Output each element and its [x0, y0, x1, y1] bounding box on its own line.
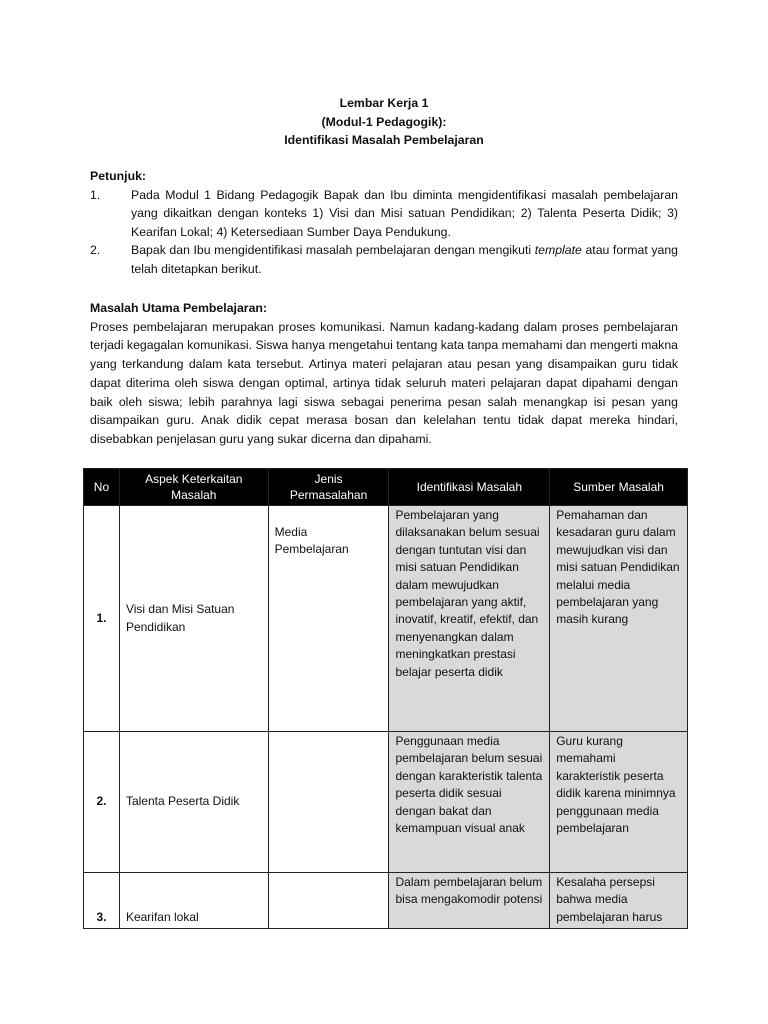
- header-sumber: Sumber Masalah: [550, 469, 688, 506]
- cell-aspek: Kearifan lokal: [119, 873, 268, 929]
- instruction-text-part: Bapak dan Ibu mengidentifikasi masalah pembelajaran dengan mengikuti: [131, 243, 535, 257]
- document-title: [0, 94, 768, 150]
- instruction-text: Pada Modul 1 Bidang Pedagogik Bapak dan Ibu diminta mengidentifikasi masalah pembelajaran yang dikaitkan dengan konteks 1) Visi dan Misi satuan Pendidikan; 2) Talenta Peserta Didik; 3) Kearifan Lokal; 4) Ketersediaan Sumber Daya Pendukung.: [131, 187, 678, 239]
- cell-identifikasi: Penggunaan media pembelajaran belum sesuai dengan karakteristik talenta peserta didik sesuai dengan bakat dan kemampuan visual anak: [389, 732, 550, 873]
- cell-no: 1.: [84, 506, 120, 732]
- cell-identifikasi: Dalam pembelajaran belum bisa mengakomodir potensi: [389, 873, 550, 929]
- header-no: No: [84, 469, 120, 506]
- cell-jenis: [268, 873, 389, 929]
- main-problem-heading: Masalah Utama Pembelajaran:: [90, 301, 268, 315]
- cell-aspek: Visi dan Misi Satuan Pendidikan: [119, 506, 268, 732]
- header-aspek: Aspek Keterkaitan Masalah: [119, 469, 268, 506]
- cell-identifikasi: Pembelajaran yang dilaksanakan belum sesuai dengan tuntutan visi dan misi satuan Pendidikan dalam mewujudkan pembelajaran yang aktif, inovatif, kreatif, efektif, dan menyenangkan dalam meningkatkan prestasi belajar peserta didik: [389, 506, 550, 732]
- instruction-number: 2.: [90, 243, 101, 257]
- table-header-row: [84, 469, 688, 506]
- header-identifikasi: Identifikasi Masalah: [389, 469, 550, 506]
- cell-sumber: Kesalaha persepsi bahwa media pembelajaran harus: [550, 873, 688, 929]
- header-jenis: Jenis Permasalahan: [268, 469, 389, 506]
- cell-jenis-text: Media Pembelajaran: [274, 525, 349, 557]
- instruction-text-part: atau format yang telah ditetapkan berikut.: [131, 243, 678, 276]
- instruction-text: [131, 241, 678, 278]
- instruction-text-italic: template: [534, 243, 582, 257]
- instruction-item: [90, 241, 678, 278]
- main-problem-section: [90, 299, 678, 449]
- title-line-2: (Modul-1 Pedagogik):: [321, 114, 447, 129]
- instructions-section: [90, 167, 678, 278]
- instruction-item: [90, 186, 678, 242]
- instructions-heading: Petunjuk:: [90, 169, 147, 183]
- title-line-3: Identifikasi Masalah Pembelajaran: [284, 133, 484, 147]
- cell-jenis: [268, 506, 389, 732]
- title-line-1: Lembar Kerja 1: [339, 96, 429, 110]
- table-row: [84, 506, 688, 732]
- table-row: [84, 873, 688, 929]
- cell-no: 3.: [84, 873, 120, 929]
- instruction-number: 1.: [90, 187, 101, 202]
- problem-identification-table: [83, 468, 688, 929]
- cell-sumber: Guru kurang memahami karakteristik peserta didik karena minimnya penggunaan media pembelajaran: [550, 732, 688, 873]
- cell-jenis: [268, 732, 389, 873]
- cell-no: 2.: [84, 732, 120, 873]
- table-row: [84, 732, 688, 873]
- main-problem-body: Proses pembelajaran merupakan proses komunikasi. Namun kadang-kadang dalam proses pembelajaran terjadi kegagalan komunikasi. Siswa hanya mengetahui tentang kata tanpa memahami dan mengerti makna yang terkandung dalam kata tersebut. Artinya materi pelajaran atau pesan yang disampaikan guru tidak dapat diterima oleh siswa dengan optimal, artinya tidak seluruh materi pelajaran dapat dipahami dengan baik oleh siswa; lebih parahnya lagi siswa sebagai penerima pesan salah menangkap isi pesan yang disampaikan guru. Anak didik cepat merasa bosan dan kelelahan tentu tidak dapat mereka hindari, disebabkan penjelasan guru yang sukar dicerna dan dipahami.: [90, 319, 678, 447]
- cell-aspek: Talenta Peserta Didik: [119, 732, 268, 873]
- cell-sumber: Pemahaman dan kesadaran guru dalam mewujudkan visi dan misi satuan Pendidikan melalui media pembelajaran yang masih kurang: [550, 506, 688, 732]
